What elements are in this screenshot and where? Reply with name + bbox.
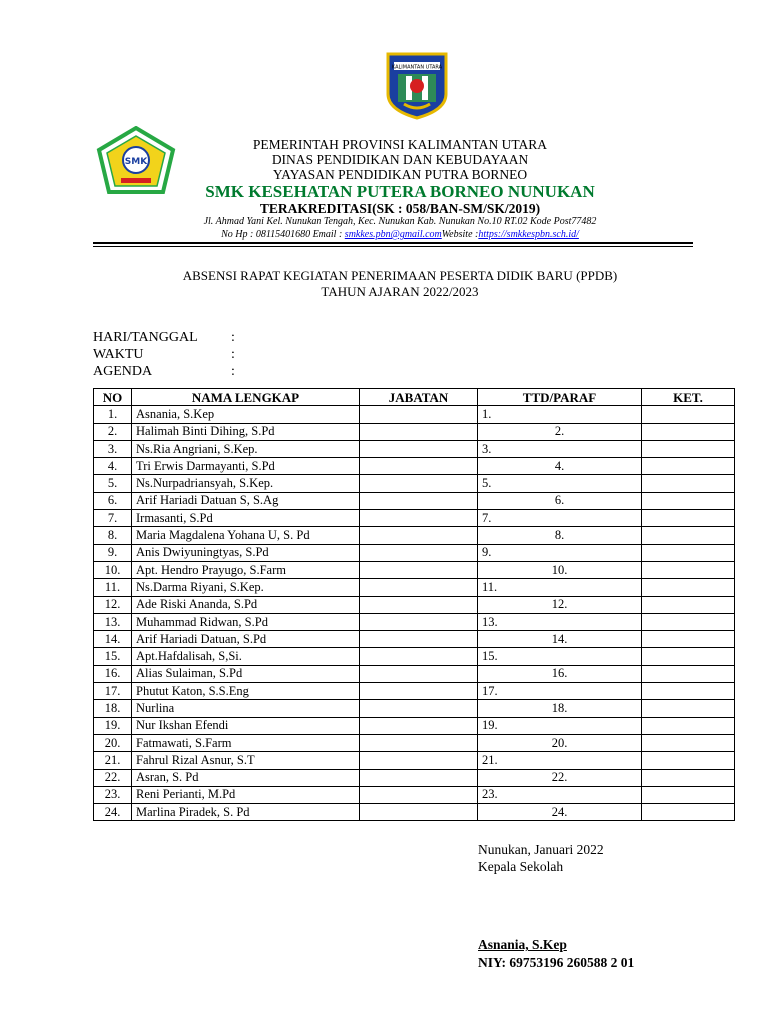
table-row [94,683,735,700]
row-signature: 22. [478,769,642,786]
row-notes[interactable] [642,613,735,630]
header-line-2: DINAS PENDIDIKAN DAN KEBUDAYAAN [271,152,529,167]
row-number: 3. [94,440,132,457]
row-name: Alias Sulaiman, S.Pd [132,665,360,682]
row-notes[interactable] [642,458,735,475]
row-number: 19. [94,717,132,734]
row-number: 18. [94,700,132,717]
header-notes: KET. [642,389,735,406]
row-number: 2. [94,423,132,440]
row-position[interactable] [360,579,478,596]
signer-niy: NIY: 69753196 260588 2 01 [478,955,635,970]
row-position[interactable] [360,423,478,440]
row-signature: 17. [478,683,642,700]
row-signature: 11. [478,579,642,596]
row-signature: 23. [478,786,642,803]
row-notes[interactable] [642,510,735,527]
agenda-colon: : [231,364,235,379]
row-position[interactable] [360,717,478,734]
row-name: Halimah Binti Dihing, S.Pd [132,423,360,440]
row-name: Anis Dwiyuningtyas, S.Pd [132,544,360,561]
school-name: SMK KESEHATAN PUTERA BORNEO NUNUKAN [205,182,595,201]
row-position[interactable] [360,734,478,751]
row-notes[interactable] [642,683,735,700]
row-position[interactable] [360,804,478,821]
row-signature: 4. [478,458,642,475]
table-row [94,510,735,527]
table-row [94,804,735,821]
table-row [94,561,735,578]
row-signature: 13. [478,613,642,630]
row-name: Apt. Hendro Prayugo, S.Farm [132,561,360,578]
address: Jl. Ahmad Yani Kel. Nunukan Tengah, Kec. Nunukan Kab. Nunukan No.10 RT.02 Kode Post77482 [203,216,597,227]
row-name: Ns.Ria Angriani, S.Kep. [132,440,360,457]
row-notes[interactable] [642,717,735,734]
document-subtitle: TAHUN AJARAN 2022/2023 [321,284,479,299]
table-row [94,492,735,509]
row-notes[interactable] [642,475,735,492]
website-link[interactable]: https://smkkespbn.sch.id/ [478,229,579,240]
row-notes[interactable] [642,786,735,803]
row-notes[interactable] [642,648,735,665]
signer-role: Kepala Sekolah [478,859,564,874]
row-name: Nur Ikshan Efendi [132,717,360,734]
table-row [94,752,735,769]
row-name: Fahrul Rizal Asnur, S.T [132,752,360,769]
row-notes[interactable] [642,440,735,457]
row-position[interactable] [360,458,478,475]
header-rule-thick [93,242,693,244]
row-signature: 10. [478,561,642,578]
row-name: Asran, S. Pd [132,769,360,786]
agenda-label: AGENDA [93,364,153,379]
table-row [94,423,735,440]
row-number: 13. [94,613,132,630]
document-title: ABSENSI RAPAT KEGIATAN PENERIMAAN PESERTA DIDIK BARU (PPDB) [182,268,618,283]
row-signature: 2. [478,423,642,440]
row-name: Ns.Nurpadriansyah, S.Kep. [132,475,360,492]
table-row [94,648,735,665]
row-signature: 20. [478,734,642,751]
row-number: 16. [94,665,132,682]
row-name: Asnania, S.Kep [132,406,360,423]
row-name: Arif Hariadi Datuan S, S.Ag [132,492,360,509]
row-name: Ade Riski Ananda, S.Pd [132,596,360,613]
contact-line [100,229,700,240]
row-position[interactable] [360,596,478,613]
row-notes[interactable] [642,561,735,578]
row-notes[interactable] [642,544,735,561]
row-signature: 9. [478,544,642,561]
table-row [94,734,735,751]
row-notes[interactable] [642,492,735,509]
row-number: 7. [94,510,132,527]
row-notes[interactable] [642,734,735,751]
day-date-colon: : [231,330,235,345]
row-name: Phutut Katon, S.S.Eng [132,683,360,700]
table-row [94,440,735,457]
header-rule-thin [93,246,693,247]
row-name: Ns.Darma Riyani, S.Kep. [132,579,360,596]
row-number: 12. [94,596,132,613]
row-number: 15. [94,648,132,665]
row-signature: 18. [478,700,642,717]
row-signature: 12. [478,596,642,613]
row-notes[interactable] [642,596,735,613]
row-signature: 16. [478,665,642,682]
row-signature: 21. [478,752,642,769]
row-notes[interactable] [642,631,735,648]
day-date-label: HARI/TANGGAL [93,330,198,345]
row-position[interactable] [360,544,478,561]
time-colon: : [231,347,235,362]
time-label: WAKTU [93,347,144,362]
row-position[interactable] [360,665,478,682]
table-row [94,631,735,648]
row-signature: 24. [478,804,642,821]
row-position[interactable] [360,561,478,578]
row-signature: 7. [478,510,642,527]
row-position[interactable] [360,752,478,769]
row-number: 5. [94,475,132,492]
website-label: Website : [441,229,479,240]
row-number: 20. [94,734,132,751]
row-name: Apt.Hafdalisah, S,Si. [132,648,360,665]
table-row [94,786,735,803]
row-notes[interactable] [642,769,735,786]
table-row [94,544,735,561]
row-name: Fatmawati, S.Farm [132,734,360,751]
row-number: 6. [94,492,132,509]
attendance-table [93,388,735,821]
row-position[interactable] [360,440,478,457]
provincial-emblem [384,50,450,120]
row-number: 14. [94,631,132,648]
row-name: Marlina Piradek, S. Pd [132,804,360,821]
row-notes[interactable] [642,804,735,821]
header-position: JABATAN [360,389,478,406]
email-link[interactable]: smkkes.pbn@gmail.com [344,229,442,240]
row-name: Muhammad Ridwan, S.Pd [132,613,360,630]
row-signature: 8. [478,527,642,544]
row-signature: 6. [478,492,642,509]
header-no: NO [94,389,132,406]
place-date: Nunukan, Januari 2022 [478,842,604,857]
row-position[interactable] [360,683,478,700]
row-number: 11. [94,579,132,596]
row-position[interactable] [360,527,478,544]
row-position[interactable] [360,475,478,492]
row-number: 9. [94,544,132,561]
row-signature: 15. [478,648,642,665]
row-position[interactable] [360,648,478,665]
row-position[interactable] [360,510,478,527]
table-header-row [94,389,735,406]
table-row [94,527,735,544]
header-line-3: YAYASAN PENDIDIKAN PUTRA BORNEO [272,167,528,182]
row-signature: 19. [478,717,642,734]
row-position[interactable] [360,492,478,509]
row-signature: 1. [478,406,642,423]
contact-prefix: No Hp : 08115401680 Email : [221,229,345,240]
row-number: 22. [94,769,132,786]
row-position[interactable] [360,769,478,786]
row-notes[interactable] [642,752,735,769]
row-notes[interactable] [642,579,735,596]
header-name: NAMA LENGKAP [132,389,360,406]
row-name: Nurlina [132,700,360,717]
row-position[interactable] [360,700,478,717]
accreditation: TERAKREDITASI(SK : 058/BAN-SM/SK/2019) [259,201,541,216]
table-row [94,579,735,596]
row-signature: 14. [478,631,642,648]
row-position[interactable] [360,786,478,803]
table-row [94,406,735,423]
row-name: Arif Hariadi Datuan, S.Pd [132,631,360,648]
row-number: 8. [94,527,132,544]
row-name: Tri Erwis Darmayanti, S.Pd [132,458,360,475]
row-number: 21. [94,752,132,769]
table-row [94,596,735,613]
table-row [94,700,735,717]
table-row [94,475,735,492]
svg-text:KALIMANTAN UTARA: KALIMANTAN UTARA [391,64,443,71]
row-position[interactable] [360,613,478,630]
table-row [94,769,735,786]
table-row [94,458,735,475]
row-number: 10. [94,561,132,578]
row-number: 17. [94,683,132,700]
row-notes[interactable] [642,423,735,440]
row-notes[interactable] [642,700,735,717]
row-notes[interactable] [642,406,735,423]
header-line-1: PEMERINTAH PROVINSI KALIMANTAN UTARA [252,137,548,152]
row-name: Maria Magdalena Yohana U, S. Pd [132,527,360,544]
svg-text:SMK: SMK [124,157,148,167]
row-position[interactable] [360,406,478,423]
row-signature: 3. [478,440,642,457]
row-number: 1. [94,406,132,423]
header-signature: TTD/PARAF [478,389,642,406]
attendance-body [94,406,735,821]
row-name: Irmasanti, S.Pd [132,510,360,527]
table-row [94,717,735,734]
table-row [94,665,735,682]
row-name: Reni Perianti, M.Pd [132,786,360,803]
row-signature: 5. [478,475,642,492]
row-notes[interactable] [642,665,735,682]
row-position[interactable] [360,631,478,648]
row-number: 23. [94,786,132,803]
table-row [94,613,735,630]
row-number: 24. [94,804,132,821]
row-number: 4. [94,458,132,475]
row-notes[interactable] [642,527,735,544]
signer-name: Asnania, S.Kep [478,937,567,952]
